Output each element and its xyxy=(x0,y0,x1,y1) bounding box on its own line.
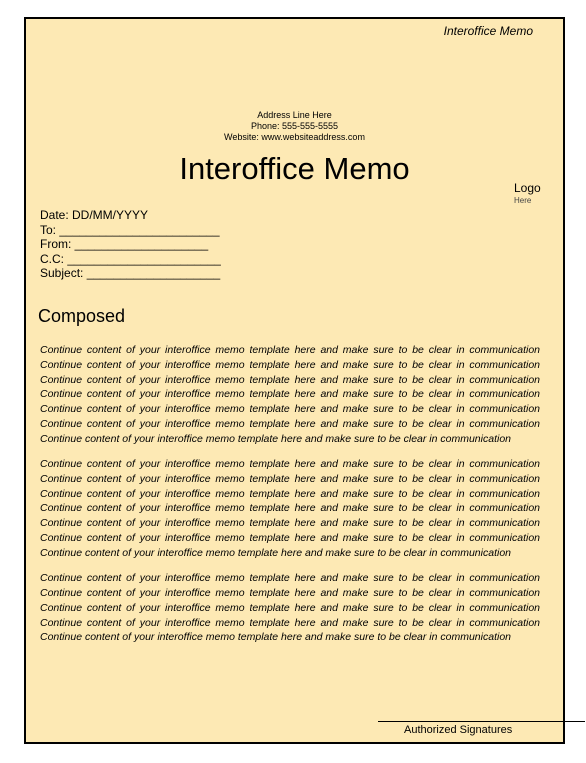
section-heading: Composed xyxy=(38,306,126,326)
corner-title: Interoffice Memo xyxy=(443,24,533,38)
website-line: Website: www.websiteaddress.com xyxy=(224,132,365,142)
address-line: Address Line Here xyxy=(257,110,332,120)
signature-line xyxy=(378,721,585,722)
logo-placeholder-cut: Here xyxy=(514,197,532,203)
memo-title: Interoffice Memo xyxy=(179,151,410,186)
phone-line: Phone: 555-555-5555 xyxy=(250,121,339,131)
body-paragraph: Continue content of your interoffice memo template here and make sure to be clear in communication Continue content of your interoffice memo template here and make sure to be clear in communication Continue content of your interoffice memo template here and make sure to be clear in communication Continue content of your interoffice memo template here and make sure to be clear in communication Continue content of your interoffice memo template here and make sure to be clear in communication Continue content of your interoffice memo template here and make sure to be clear in communication Continue content of your interoffice memo template here and make sure to be clear in communication xyxy=(40,344,540,445)
to-field: To: ________________________ xyxy=(40,222,220,237)
from-field: From: ____________________ xyxy=(40,237,209,251)
body-paragraph: Continue content of your interoffice memo template here and make sure to be clear in communication Continue content of your interoffice memo template here and make sure to be clear in communication Continue content of your interoffice memo template here and make sure to be clear in communication Continue content of your interoffice memo template here and make sure to be clear in communication Continue content of your interoffice memo template here and make sure to be clear in communication Continue content of your interoffice memo template here and make sure to be clear in communication Continue content of your interoffice memo template here and make sure to be clear in communication xyxy=(40,458,540,559)
memo-fields xyxy=(40,208,221,281)
subject-field: Subject: ____________________ xyxy=(40,266,221,280)
cc-field: C.C: _______________________ xyxy=(40,251,221,266)
date-field: Date: DD/MM/YYYY xyxy=(40,208,149,222)
body-paragraph: Continue content of your interoffice memo template here and make sure to be clear in communication Continue content of your interoffice memo template here and make sure to be clear in communication Continue content of your interoffice memo template here and make sure to be clear in communication Continue content of your interoffice memo template here and make sure to be clear in communication Continue content of your interoffice memo template here and make sure to be clear in communication xyxy=(40,572,540,644)
memo-body xyxy=(40,343,540,683)
address-block xyxy=(26,110,563,143)
logo-placeholder: Logo xyxy=(514,181,541,195)
memo-page xyxy=(24,17,565,744)
signature-label: Authorized Signatures xyxy=(404,724,513,736)
